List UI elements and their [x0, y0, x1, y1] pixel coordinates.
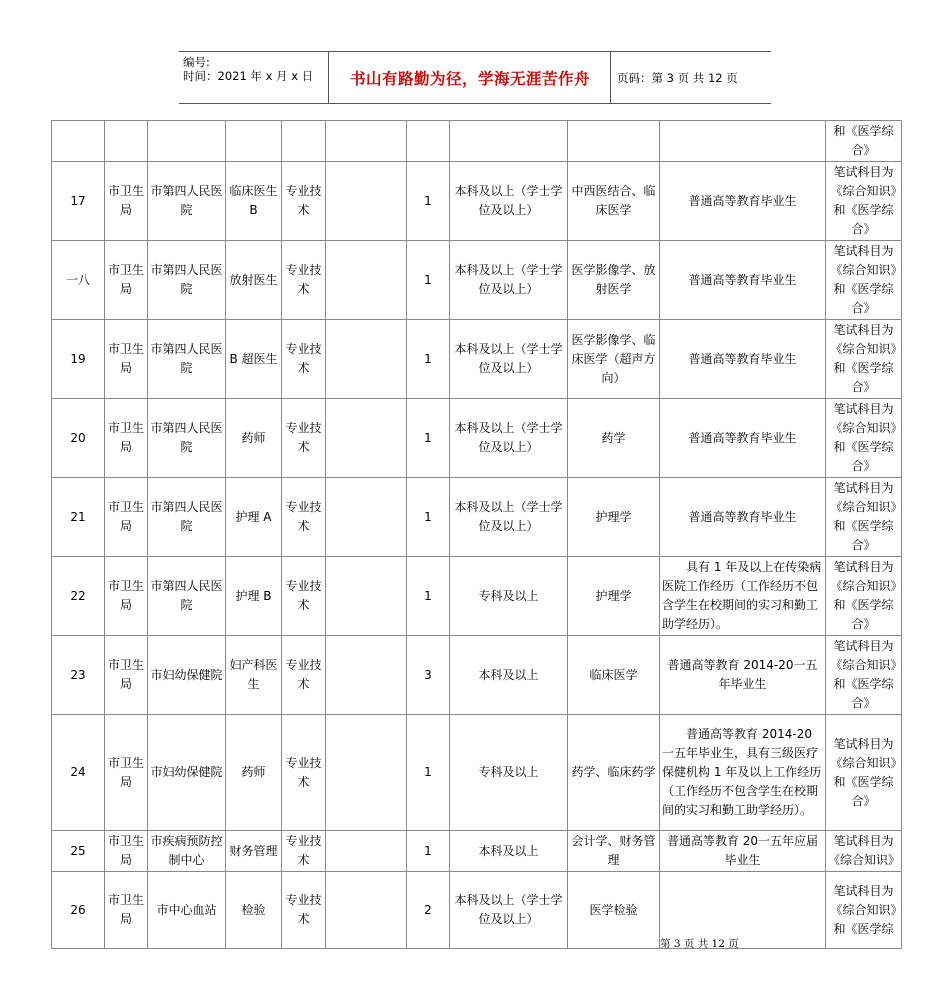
post-cell: 护理 A: [226, 478, 282, 557]
row-number: 23: [52, 636, 105, 715]
education-cell: 本科及以上（学士学位及以上）: [450, 478, 568, 557]
education-cell: 专科及以上: [450, 557, 568, 636]
blank-cell: [326, 636, 407, 715]
department-cell: 市卫生局: [105, 636, 148, 715]
header-motto: 书山有路勤为径，学海无涯苦作舟: [330, 52, 611, 103]
unit-cell: 市第四人民医院: [148, 241, 226, 320]
blank-cell: [326, 715, 407, 831]
education-cell: 本科及以上（学士学位及以上）: [450, 872, 568, 949]
row-number: 20: [52, 399, 105, 478]
count-cell: 2: [407, 872, 450, 949]
post-cell: B 超医生: [226, 320, 282, 399]
education-cell: 专科及以上: [450, 715, 568, 831]
note-cell: 笔试科目为《综合知识》和《医学综: [826, 872, 902, 949]
unit-cell: 市第四人民医院: [148, 320, 226, 399]
unit-cell: [148, 121, 226, 162]
note-cell: 笔试科目为《综合知识》和《医学综合》: [826, 162, 902, 241]
department-cell: 市卫生局: [105, 399, 148, 478]
note-cell: 笔试科目为《综合知识》和《医学综合》: [826, 636, 902, 715]
major-cell: 医学检验: [568, 872, 660, 949]
table-row: [52, 478, 902, 557]
row-number: 21: [52, 478, 105, 557]
table-row: [52, 121, 902, 162]
requirement-cell: 具有 1 年及以上在传染病医院工作经历（工作经历不包含学生在校期间的实习和勤工助学经历）。: [660, 557, 826, 636]
post-cell: 护理 B: [226, 557, 282, 636]
post-type-cell: 专业技术: [282, 636, 326, 715]
education-cell: 本科及以上（学士学位及以上）: [450, 162, 568, 241]
row-number: 一八: [52, 241, 105, 320]
header-page-label: 页码：第 3 页 共 12 页: [617, 70, 738, 85]
table-row: [52, 872, 902, 949]
post-type-cell: [282, 121, 326, 162]
row-number: 22: [52, 557, 105, 636]
department-cell: 市卫生局: [105, 478, 148, 557]
post-cell: 药师: [226, 715, 282, 831]
doc-time-label: 时间：2021 年 x 月 x 日: [183, 69, 314, 83]
major-cell: 药学: [568, 399, 660, 478]
note-cell: 笔试科目为《综合知识》和《医学综合》: [826, 715, 902, 831]
blank-cell: [326, 478, 407, 557]
count-cell: 1: [407, 715, 450, 831]
count-cell: 1: [407, 241, 450, 320]
note-cell: 笔试科目为《综合知识》和《医学综合》: [826, 557, 902, 636]
major-cell: 医学影像学、临床医学（超声方向）: [568, 320, 660, 399]
post-type-cell: 专业技术: [282, 162, 326, 241]
table-row: [52, 399, 902, 478]
post-cell: 妇产科医生: [226, 636, 282, 715]
count-cell: 1: [407, 478, 450, 557]
unit-cell: 市中心血站: [148, 872, 226, 949]
blank-cell: [326, 121, 407, 162]
post-cell: [226, 121, 282, 162]
table-row: [52, 636, 902, 715]
education-cell: 本科及以上: [450, 831, 568, 872]
post-cell: 临床医生 B: [226, 162, 282, 241]
row-number: 17: [52, 162, 105, 241]
post-type-cell: 专业技术: [282, 320, 326, 399]
post-cell: 财务管理: [226, 831, 282, 872]
count-cell: 1: [407, 320, 450, 399]
post-cell: 放射医生: [226, 241, 282, 320]
requirement-cell: 普通高等教育毕业生: [660, 399, 826, 478]
department-cell: 市卫生局: [105, 831, 148, 872]
note-cell: 笔试科目为《综合知识》和《医学综合》: [826, 320, 902, 399]
row-number: 24: [52, 715, 105, 831]
table-row: [52, 557, 902, 636]
note-cell: 笔试科目为《综合知识》和《医学综合》: [826, 399, 902, 478]
post-cell: 检验: [226, 872, 282, 949]
recruitment-table: [51, 120, 902, 949]
count-cell: 1: [407, 399, 450, 478]
requirement-cell: [660, 121, 826, 162]
post-type-cell: 专业技术: [282, 557, 326, 636]
education-cell: 本科及以上: [450, 636, 568, 715]
row-number: 19: [52, 320, 105, 399]
blank-cell: [326, 557, 407, 636]
post-type-cell: 专业技术: [282, 241, 326, 320]
unit-cell: 市第四人民医院: [148, 162, 226, 241]
unit-cell: 市妇幼保健院: [148, 636, 226, 715]
note-cell: 笔试科目为《综合知识》: [826, 831, 902, 872]
blank-cell: [326, 241, 407, 320]
education-cell: 本科及以上（学士学位及以上）: [450, 241, 568, 320]
blank-cell: [326, 831, 407, 872]
education-cell: 本科及以上（学士学位及以上）: [450, 320, 568, 399]
count-cell: 3: [407, 636, 450, 715]
post-type-cell: 专业技术: [282, 478, 326, 557]
table-row: [52, 715, 902, 831]
post-type-cell: 专业技术: [282, 872, 326, 949]
requirement-cell: 普通高等教育 2014-20一五年毕业生: [660, 636, 826, 715]
blank-cell: [326, 872, 407, 949]
page-header: [179, 51, 771, 104]
unit-cell: 市第四人民医院: [148, 557, 226, 636]
header-meta: [179, 52, 329, 103]
table-row: [52, 320, 902, 399]
major-cell: 护理学: [568, 478, 660, 557]
post-cell: 药师: [226, 399, 282, 478]
count-cell: 1: [407, 162, 450, 241]
row-number: 26: [52, 872, 105, 949]
requirement-cell: 普通高等教育毕业生: [660, 320, 826, 399]
department-cell: [105, 121, 148, 162]
requirement-cell: 普通高等教育毕业生: [660, 241, 826, 320]
row-number: [52, 121, 105, 162]
department-cell: 市卫生局: [105, 320, 148, 399]
department-cell: 市卫生局: [105, 872, 148, 949]
major-cell: [568, 121, 660, 162]
major-cell: 中西医结合、临床医学: [568, 162, 660, 241]
unit-cell: 市第四人民医院: [148, 478, 226, 557]
post-type-cell: 专业技术: [282, 715, 326, 831]
requirement-cell: 普通高等教育 20一五年应届毕业生: [660, 831, 826, 872]
major-cell: 药学、临床药学: [568, 715, 660, 831]
table-row: [52, 241, 902, 320]
table-row: [52, 831, 902, 872]
major-cell: 护理学: [568, 557, 660, 636]
department-cell: 市卫生局: [105, 162, 148, 241]
major-cell: 医学影像学、放射医学: [568, 241, 660, 320]
major-cell: 会计学、财务管理: [568, 831, 660, 872]
requirement-cell: 普通高等教育毕业生: [660, 478, 826, 557]
unit-cell: 市疾病预防控制中心: [148, 831, 226, 872]
blank-cell: [326, 320, 407, 399]
department-cell: 市卫生局: [105, 557, 148, 636]
requirement-cell: 普通高等教育毕业生: [660, 162, 826, 241]
requirement-cell: 普通高等教育 2014-20一五年毕业生，具有三级医疗保健机构 1 年及以上工作经历（工作经历不包含学生在校期间的实习和勤工助学经历）。: [660, 715, 826, 831]
department-cell: 市卫生局: [105, 241, 148, 320]
note-cell: 笔试科目为《综合知识》和《医学综合》: [826, 478, 902, 557]
note-cell: 笔试科目为《综合知识》和《医学综合》: [826, 241, 902, 320]
post-type-cell: 专业技术: [282, 831, 326, 872]
count-cell: 1: [407, 831, 450, 872]
count-cell: [407, 121, 450, 162]
blank-cell: [326, 162, 407, 241]
major-cell: 临床医学: [568, 636, 660, 715]
unit-cell: 市第四人民医院: [148, 399, 226, 478]
doc-number-label: 编号:: [183, 55, 210, 69]
blank-cell: [326, 399, 407, 478]
table-row: [52, 162, 902, 241]
post-type-cell: 专业技术: [282, 399, 326, 478]
row-number: 25: [52, 831, 105, 872]
education-cell: [450, 121, 568, 162]
education-cell: 本科及以上（学士学位及以上）: [450, 399, 568, 478]
page-footer: 第 3 页 共 12 页: [660, 938, 739, 950]
department-cell: 市卫生局: [105, 715, 148, 831]
count-cell: 1: [407, 557, 450, 636]
note-cell: 和《医学综合》: [826, 121, 902, 162]
unit-cell: 市妇幼保健院: [148, 715, 226, 831]
